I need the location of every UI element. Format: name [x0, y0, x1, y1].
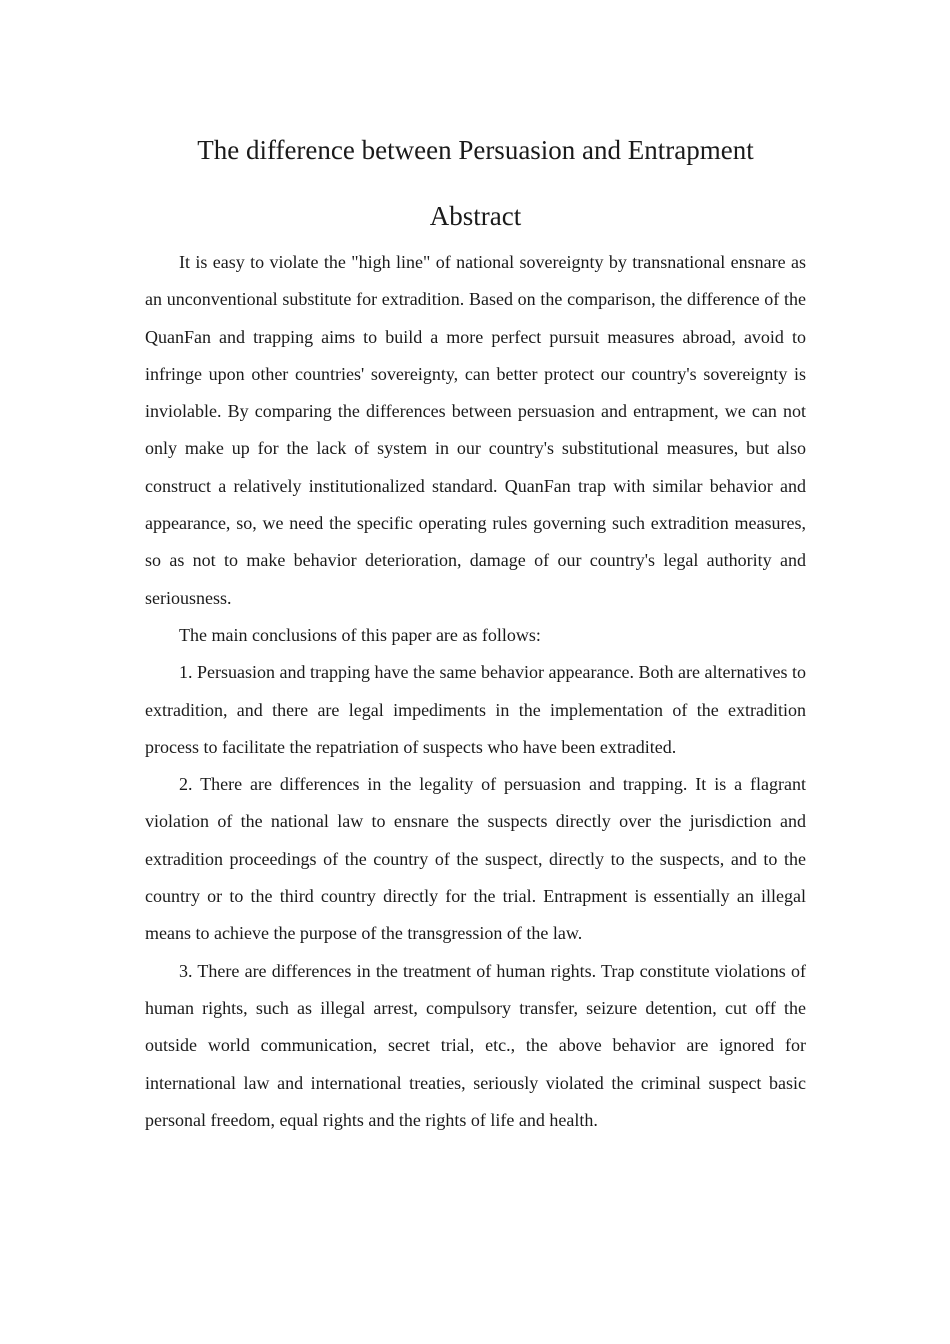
- conclusion-item-2: 2. There are differences in the legality of persuasion and trapping. It is a flagrant violation of the national law to ensnare the suspects directly over the jurisdiction and extradition proceedings of the country of the suspect, directly to the suspects, and to the country or to the third country directly for the trial. Entrapment is essentially an illegal means to achieve the purpose of the transgression of the law.: [145, 774, 806, 944]
- conclusion-item-1: 1. Persuasion and trapping have the same behavior appearance. Both are alternatives to extradition, and there are legal impediments in the implementation of the extradition process to facilitate the repatriation of suspects who have been extradited.: [145, 662, 806, 757]
- abstract-heading: Abstract: [429, 201, 522, 231]
- conclusions-intro-paragraph: The main conclusions of this paper are as follows:: [179, 624, 541, 645]
- document-title: The difference between Persuasion and Entrapment: [197, 135, 754, 165]
- document-page: [145, 128, 806, 1139]
- conclusion-item-3: 3. There are differences in the treatment of human rights. Trap constitute violations of human rights, such as illegal arrest, compulsory transfer, seizure detention, cut off the outside world communication, secret trial, etc., the above behavior are ignored for international law and international treaties, seriously violated the criminal suspect basic personal freedom, equal rights and the rights of life and health.: [145, 960, 806, 1130]
- abstract-paragraph: It is easy to violate the "high line" of national sovereignty by transnational ensnare as an unconventional substitute for extradition. Based on the comparison, the difference of the QuanFan and trapping aims to build a more perfect pursuit measures abroad, avoid to infringe upon other countries' sovereignty, can better protect our country's sovereignty is inviolable. By comparing the differences between persuasion and entrapment, we can not only make up for the lack of system in our country's substitutional measures, but also construct a relatively institutionalized standard. QuanFan trap with similar behavior and appearance, so, we need the specific operating rules governing such extradition measures, so as not to make behavior deterioration, damage of our country's legal authority and seriousness.: [145, 252, 806, 608]
